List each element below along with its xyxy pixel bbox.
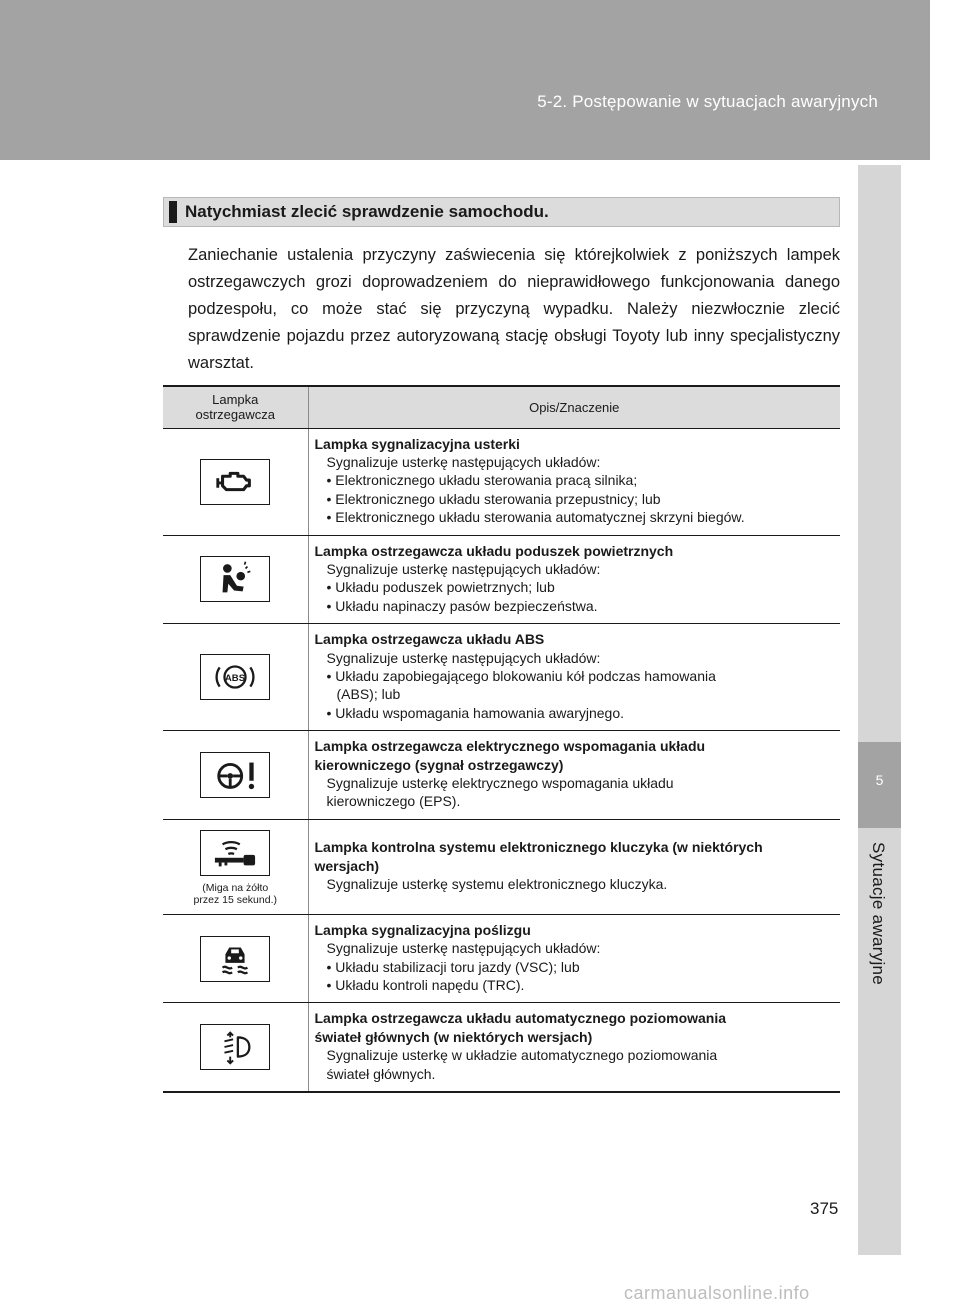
description-cell: Lampka ostrzegawcza układu automatycznego poziomowania świateł głównych (w niektórych wersjach) Sygnalizuje usterkę w układzie automatycznego poziomowania świateł głównych. bbox=[308, 1003, 840, 1092]
icon-cell bbox=[163, 624, 308, 731]
table-row bbox=[163, 624, 840, 731]
abs-icon bbox=[200, 654, 270, 700]
warning-lights-table bbox=[163, 385, 840, 1093]
description-cell: Lampka kontrolna systemu elektronicznego kluczyka (w niektórych wersjach) Sygnalizuje usterkę systemu elektronicznego kluczyka. bbox=[308, 819, 840, 914]
description-cell: Lampka ostrzegawcza elektrycznego wspomagania układu kierowniczego (sygnał ostrzegawczy) Sygnalizuje usterkę elektrycznego wspomagania układu kierowniczego (EPS). bbox=[308, 731, 840, 820]
icon-cell bbox=[163, 535, 308, 624]
watermark: carmanualsonline.info bbox=[624, 1283, 810, 1303]
smart-key-icon bbox=[200, 830, 270, 876]
col-header-description: Opis/Znaczenie bbox=[308, 386, 840, 428]
description-cell: Lampka sygnalizacyjna usterki Sygnalizuje usterkę następujących układów: • Elektronicznego układu sterowania pracą silnika; • Elektronicznego układu sterowania przepustnicy; lub • Elektronicznego układu sterowania automatycznej skrzyni biegów. bbox=[308, 428, 840, 535]
side-tab-label: Sytuacje awaryjne bbox=[869, 842, 888, 986]
side-tab-number: 5 bbox=[875, 772, 884, 788]
slip-indicator-icon bbox=[200, 936, 270, 982]
icon-cell bbox=[163, 1003, 308, 1092]
table-row bbox=[163, 731, 840, 820]
table-row bbox=[163, 1003, 840, 1092]
abs-icon-label: ABS bbox=[225, 672, 246, 684]
section-heading bbox=[163, 197, 840, 227]
heading-text: Natychmiast zlecić sprawdzenie samochodu. bbox=[185, 202, 549, 221]
heading-bar bbox=[169, 201, 177, 223]
headlight-leveling-icon bbox=[200, 1024, 270, 1070]
table-row bbox=[163, 428, 840, 535]
header-band bbox=[0, 0, 930, 160]
table-row bbox=[163, 819, 840, 914]
airbag-icon bbox=[200, 556, 270, 602]
check-engine-icon bbox=[200, 459, 270, 505]
table-header-row bbox=[163, 386, 840, 428]
icon-cell bbox=[163, 428, 308, 535]
power-steering-icon bbox=[200, 752, 270, 798]
side-tab bbox=[858, 165, 901, 1255]
icon-cell: (Miga na żółto przez 15 sekund.) bbox=[163, 819, 308, 914]
col-header-light: Lampka ostrzegawcza bbox=[163, 386, 308, 428]
intro-paragraph: Zaniechanie ustalenia przyczyny zaświecenia się którejkolwiek z poniższych lampek ostrzegawczych grozi doprowadzeniem do nieprawidłowego funkcjonowania danego podzespołu, co może stać się przyczyną wypadku. Należy niezwłocznie zlecić sprawdzenie pojazdu przez autoryzowaną stację obsługi Toyoty lub inny specjalistyczny warsztat. bbox=[188, 246, 840, 372]
icon-cell bbox=[163, 731, 308, 820]
description-cell: Lampka ostrzegawcza układu ABS Sygnalizuje usterkę następujących układów: • Układu zapobiegającego blokowaniu kół podczas hamowania (ABS); lub • Układu wspomagania hamowania awaryjnego. bbox=[308, 624, 840, 731]
description-cell: Lampka sygnalizacyjna poślizgu Sygnalizuje usterkę następujących układów: • Układu stabilizacji toru jazdy (VSC); lub • Układu kontroli napędu (TRC). bbox=[308, 914, 840, 1003]
section-header: 5-2. Postępowanie w sytuacjach awaryjnych bbox=[537, 92, 878, 111]
table-row bbox=[163, 535, 840, 624]
description-cell: Lampka ostrzegawcza układu poduszek powietrznych Sygnalizuje usterkę następujących układów: • Układu poduszek powietrznych; lub • Układu napinaczy pasów bezpieczeństwa. bbox=[308, 535, 840, 624]
table-row bbox=[163, 914, 840, 1003]
icon-cell bbox=[163, 914, 308, 1003]
page-number: 375 bbox=[810, 1199, 839, 1218]
